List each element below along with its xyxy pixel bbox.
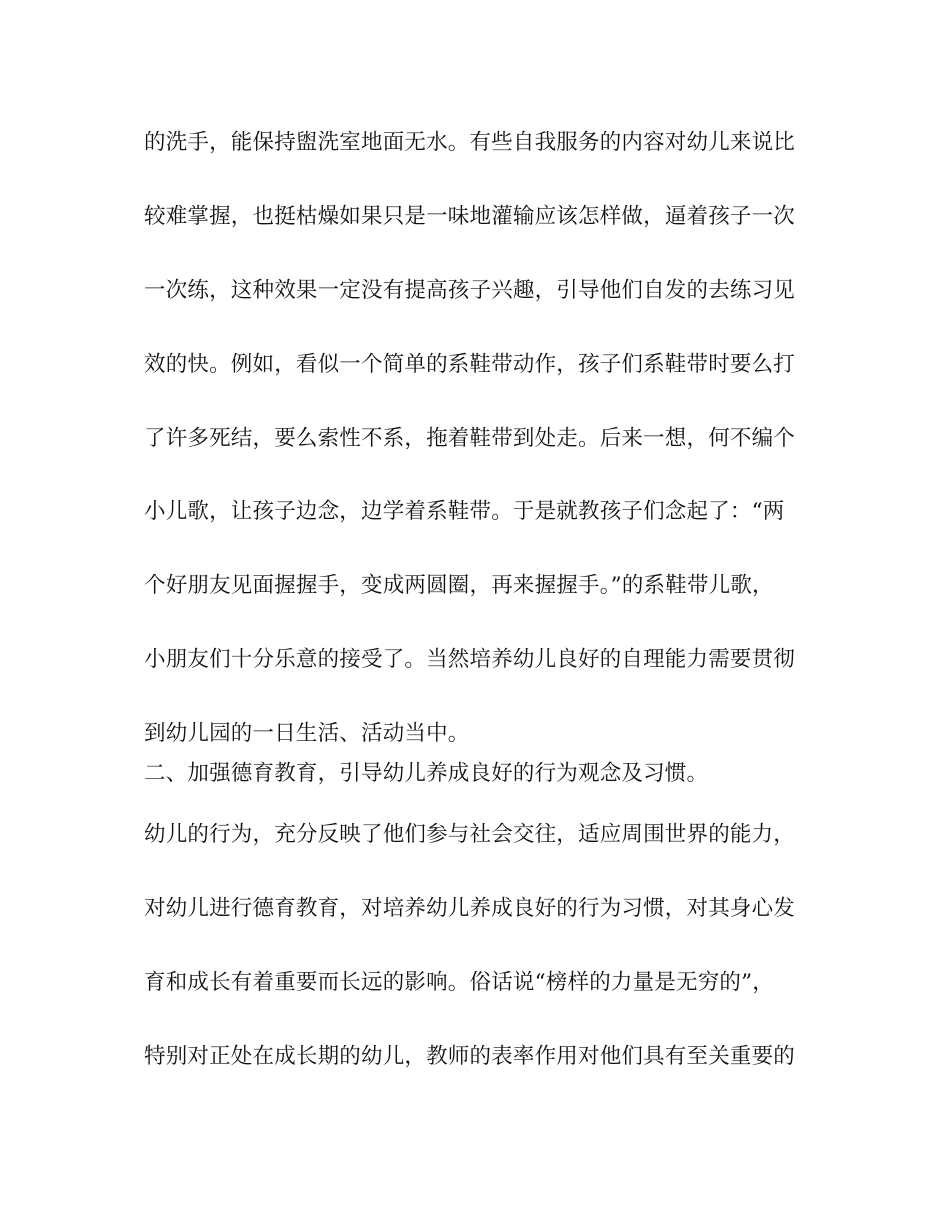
text-line: 了许多死结，要么索性不系，拖着鞋带到处走。后来一想，何不编个 xyxy=(144,426,796,451)
text-line: 到幼儿园的一日生活、活动当中。 xyxy=(144,721,470,746)
text-line: 特别对正处在成长期的幼儿，教师的表率作用对他们具有至关重要的 xyxy=(144,1044,796,1069)
text-line: 小朋友们十分乐意的接受了。当然培养幼儿良好的自理能力需要贯彻 xyxy=(144,647,796,672)
text-line: 一次练，这种效果一定没有提高孩子兴趣，引导他们自发的去练习见 xyxy=(144,278,796,303)
text-line: 较难掌握，也挺枯燥如果只是一味地灌输应该怎样做，逼着孩子一次 xyxy=(144,204,796,229)
section-heading: 二、加强德育教育，引导幼儿养成良好的行为观念及习惯。 xyxy=(144,761,709,786)
text-line: 个好朋友见面握握手，变成两圆圈，再来握握手。”的系鞋带儿歌， xyxy=(144,573,774,598)
text-line: 的洗手，能保持盥洗室地面无水。有些自我服务的内容对幼儿来说比 xyxy=(144,130,796,155)
text-line: 育和成长有着重要而长远的影响。俗话说“榜样的力量是无穷的”， xyxy=(144,970,774,995)
text-line: 效的快。例如，看似一个简单的系鞋带动作，孩子们系鞋带时要么打 xyxy=(144,352,796,377)
text-line: 对幼儿进行德育教育，对培养幼儿养成良好的行为习惯，对其身心发 xyxy=(144,896,796,921)
text-line: 幼儿的行为，充分反映了他们参与社会交往，适应周围世界的能力， xyxy=(144,822,796,847)
text-line: 小儿歌，让孩子边念，边学着系鞋带。于是就教孩子们念起了：“两 xyxy=(144,499,785,524)
